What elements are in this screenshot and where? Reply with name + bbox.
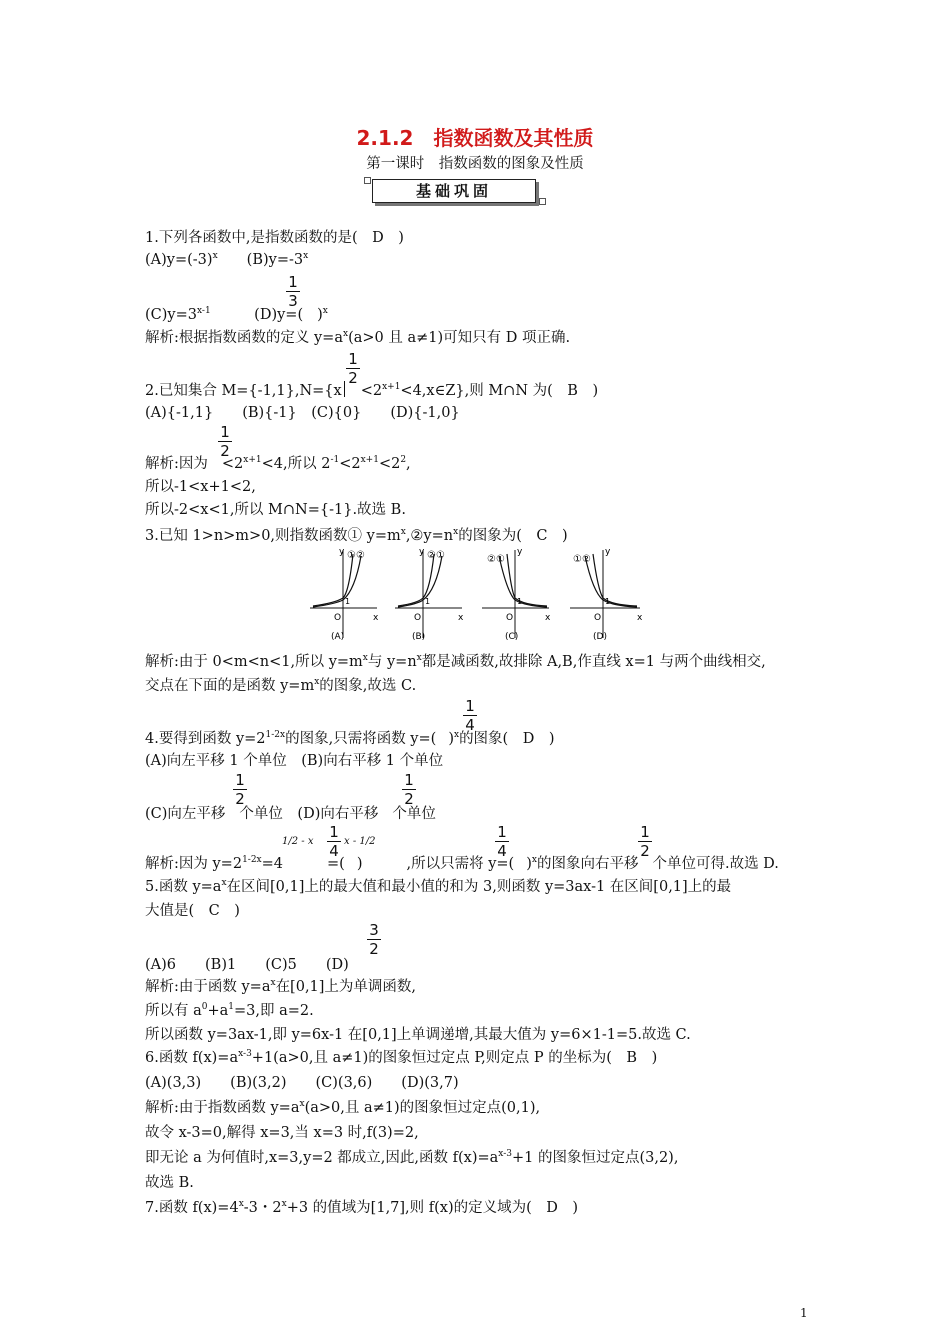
- q2-analysis-1: 解析:因为 $<2^{x+1}<4$,所以 $2^{-1}<2^{x+1}<2^2$,: [145, 455, 411, 472]
- curve-labels: ②①: [487, 554, 505, 565]
- y-axis-label: y: [339, 547, 345, 557]
- graph-a: [310, 547, 379, 642]
- corner-mark-icon: [364, 177, 371, 184]
- origin-label: O: [414, 613, 422, 623]
- corner-mark-icon: [539, 198, 546, 205]
- q5-analysis-3: 所以函数 y=3ax-1,即 y=6x-1 在[0,1]上单调递增,其最大值为 y=6×1-1=5.故选 C.: [145, 1027, 691, 1043]
- q6-analysis-1: 解析:由于指数函数 $y=a^x(a>0$,且 a≠1)的图象恒过定点(0,1),: [145, 1099, 541, 1116]
- q6-stem: 6.函数 $f(x)=a^{x-3}+1(a>0$,且 a≠1)的图象恒过定点 P,则定点 P 的坐标为( B ): [145, 1049, 658, 1066]
- q4-analysis-quarter: 1 4: [327, 824, 341, 859]
- q3-analysis-1: 解析:由于 0<m<n<1,所以 $y=m^x$与 $y=n^x$都是减函数,故排除 A,B,作直线 x=1 与两个曲线相交,: [145, 653, 766, 670]
- q7-stem: 7.函数 $f(x)=4^x-3$・$2^x+3$ 的值域为[1,7],则 f(x)的定义域为( D ): [145, 1199, 579, 1216]
- graph-label: (D): [593, 632, 607, 642]
- q4-exp-top2: x - 1/2: [344, 836, 376, 847]
- q5-stem-2: 大值是( C ): [145, 903, 240, 919]
- q6-analysis-2: 故令 x-3=0,解得 x=3,当 x=3 时,f(3)=2,: [145, 1125, 419, 1141]
- q4-stem: 4.要得到函数 $y=2^{1-2x}$的图象,只需将函数 y=( )$^x$的图象( D ): [145, 730, 555, 747]
- q6-options: (A)(3,3) (B)(3,2) (C)(3,6) (D)(3,7): [145, 1075, 459, 1091]
- x-axis-label: x: [373, 613, 379, 623]
- q2-options: (A){-1,1} (B){-1} (C){0} (D){-1,0}: [145, 405, 460, 421]
- origin-label: O: [506, 613, 514, 623]
- q5-options: (A)6 (B)1 (C)5 (D): [145, 957, 349, 973]
- q4-half-c: 1 2: [233, 772, 247, 807]
- origin-label: O: [334, 613, 342, 623]
- graph-d: [570, 547, 643, 642]
- section-badge: [364, 177, 546, 205]
- q4-options-ab: (A)向左平移 1 个单位 (B)向右平移 1 个单位: [145, 753, 444, 769]
- y-axis-label: y: [419, 547, 425, 557]
- graph-b: [395, 547, 464, 642]
- q2-stem: 2.已知集合 $M=\{-1,1\},N=\{x <2^{x+1}<4,x\in Z\}$,则 M∩N 为( B ): [145, 382, 599, 399]
- lesson-subtitle: 第一课时 指数函数的图象及性质: [366, 156, 584, 172]
- q2-analysis-fraction: 1 2: [218, 424, 232, 459]
- q4-half-d: 1 2: [402, 772, 416, 807]
- x-axis-label: x: [637, 613, 643, 623]
- q1-fraction: 1 3: [286, 274, 300, 309]
- q5-stem-1: 5.函数 $y=a^x$在区间[0,1]上的最大值和最小值的和为 3,则函数 y=3ax-1 在区间[0,1]上的最: [145, 878, 732, 895]
- x-axis-label: x: [458, 613, 464, 623]
- graph-label: (B): [412, 632, 426, 642]
- y-axis-label: y: [517, 547, 523, 557]
- curve-labels: ①②: [573, 554, 591, 565]
- q3-stem: 3.已知 1>n>m>0,则指数函数① $y=m^x,②y=n^x$的图象为( C ): [145, 527, 568, 544]
- intercept-label: 1: [605, 597, 611, 606]
- q1-options-cd: $(C)y=3^{x-1}$ (D)y=( )$^x$: [145, 306, 328, 323]
- graph-label: (A): [331, 632, 345, 642]
- q1-analysis: 解析:根据指数函数的定义 $y=a^x(a>0$ 且 a≠1)可知只有 D 项正确.: [145, 329, 571, 346]
- curve-labels: ①②: [347, 550, 365, 561]
- section-title: 2.1.2 指数函数及其性质: [356, 126, 594, 150]
- q5-analysis-1: 解析:由于函数 $y=a^x$在[0,1]上为单调函数,: [145, 978, 417, 995]
- y-axis-label: y: [605, 547, 611, 557]
- q2-fraction: 1 2: [346, 351, 360, 386]
- graph-label: (C): [505, 632, 519, 642]
- q4-options-cd: (C)向左平移 个单位 (D)向右平移 个单位: [145, 806, 436, 822]
- q3-analysis-2: 交点在下面的是函数 $y=m^x$的图象,故选 C.: [145, 677, 417, 694]
- q6-analysis-3: 即无论 a 为何值时,x=3,y=2 都成立,因此,函数 $f(x)=a^{x-3}+1$ 的图象恒过定点(3,2),: [145, 1149, 679, 1166]
- origin-label: O: [594, 613, 602, 623]
- q5-fraction: 3 2: [367, 922, 381, 957]
- intercept-label: 1: [345, 597, 351, 606]
- q2-analysis-2: 所以-1<x+1<2,: [145, 479, 256, 495]
- q4-fraction: 1 4: [463, 698, 477, 733]
- q4-analysis-half: 1 2: [638, 824, 652, 859]
- q1-stem: 1.下列各函数中,是指数函数的是( D ): [145, 230, 404, 246]
- q4-analysis: 解析:因为 $y=2^{1-2x}=4$ =( ) ,所以只需将 y=( )$^x$的图象向右平移 个单位可得.故选 D.: [145, 855, 779, 872]
- curve-labels: ②①: [427, 550, 445, 561]
- q4-exp-top: 1/2 - x: [282, 836, 314, 847]
- q6-analysis-4: 故选 B.: [145, 1175, 194, 1191]
- q4-analysis-quarter-2: 1 4: [495, 824, 509, 859]
- intercept-label: 1: [425, 597, 431, 606]
- q2-analysis-3: 所以-2<x<1,所以 M∩N={-1}.故选 B.: [145, 502, 406, 518]
- badge-label: 基础巩固: [372, 179, 536, 203]
- q3-graph-options: [305, 546, 645, 646]
- page-number: 1: [800, 1306, 808, 1320]
- q5-analysis-2: 所以有 $a^0+a^1=3$,即 a=2.: [145, 1002, 314, 1019]
- x-axis-label: x: [545, 613, 551, 623]
- intercept-label: 1: [517, 597, 523, 606]
- graph-c: [482, 547, 551, 642]
- q1-options-ab: $(A)y=(-3)^x$ $(B)y=-3^x$: [145, 251, 309, 268]
